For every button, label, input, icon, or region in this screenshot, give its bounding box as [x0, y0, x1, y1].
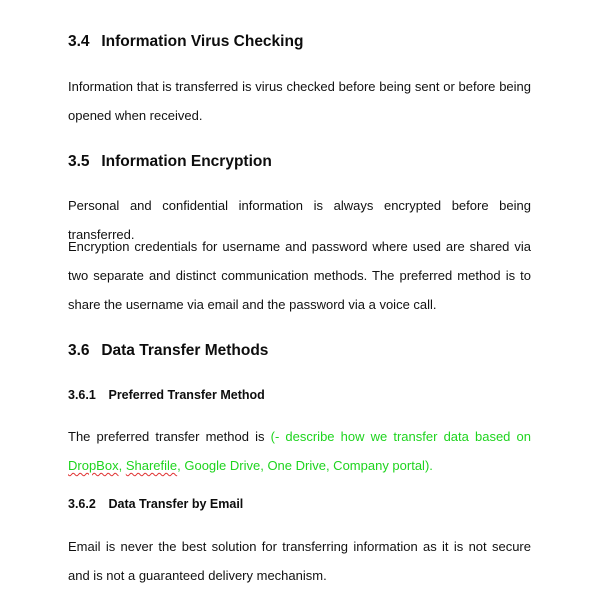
paragraph-virus-checking: Information that is transferred is virus checked before being sent or before being opened when received.: [68, 79, 531, 123]
section-title: Data Transfer Methods: [101, 342, 269, 359]
placeholder-text-start: (- describe how we transfer data based on: [270, 429, 531, 444]
subsection-heading-3-6-1: [68, 386, 531, 404]
spellcheck-flagged-word[interactable]: DropBox: [68, 458, 119, 473]
spellcheck-flagged-word[interactable]: Sharefile: [125, 458, 178, 473]
section-number: 3.4: [68, 33, 90, 50]
paragraph-encryption-intro: Personal and confidential information is always encrypted before being transferred.: [68, 198, 531, 242]
section-heading-3-4: [68, 32, 531, 52]
subsection-title: Data Transfer by Email: [108, 497, 244, 511]
subsection-number: 3.6.2: [68, 497, 96, 511]
paragraph-encryption-credentials: Encryption credentials for username and password where used are shared via two separate and distinct communication methods. The preferred method is to share the username via email and the password via a voice call.: [68, 239, 531, 312]
subsection-heading-3-6-2: [68, 495, 531, 513]
placeholder-text-end: , Google Drive, One Drive, Company portal).: [177, 458, 433, 473]
paragraph-lead-text: The preferred transfer method is: [68, 429, 271, 444]
section-heading-3-6: [68, 341, 531, 361]
paragraph-preferred-transfer: [68, 422, 531, 480]
placeholder-separator: ,: [118, 458, 126, 473]
section-title: Information Virus Checking: [101, 33, 304, 50]
section-number: 3.5: [68, 153, 90, 170]
section-heading-3-5: [68, 152, 531, 172]
subsection-title: Preferred Transfer Method: [108, 388, 265, 402]
subsection-number: 3.6.1: [68, 388, 96, 402]
section-title: Information Encryption: [101, 153, 272, 170]
paragraph-email-transfer: Email is never the best solution for transferring information as it is not secure and is not a guaranteed delivery mechanism.: [68, 539, 531, 583]
section-number: 3.6: [68, 342, 90, 359]
